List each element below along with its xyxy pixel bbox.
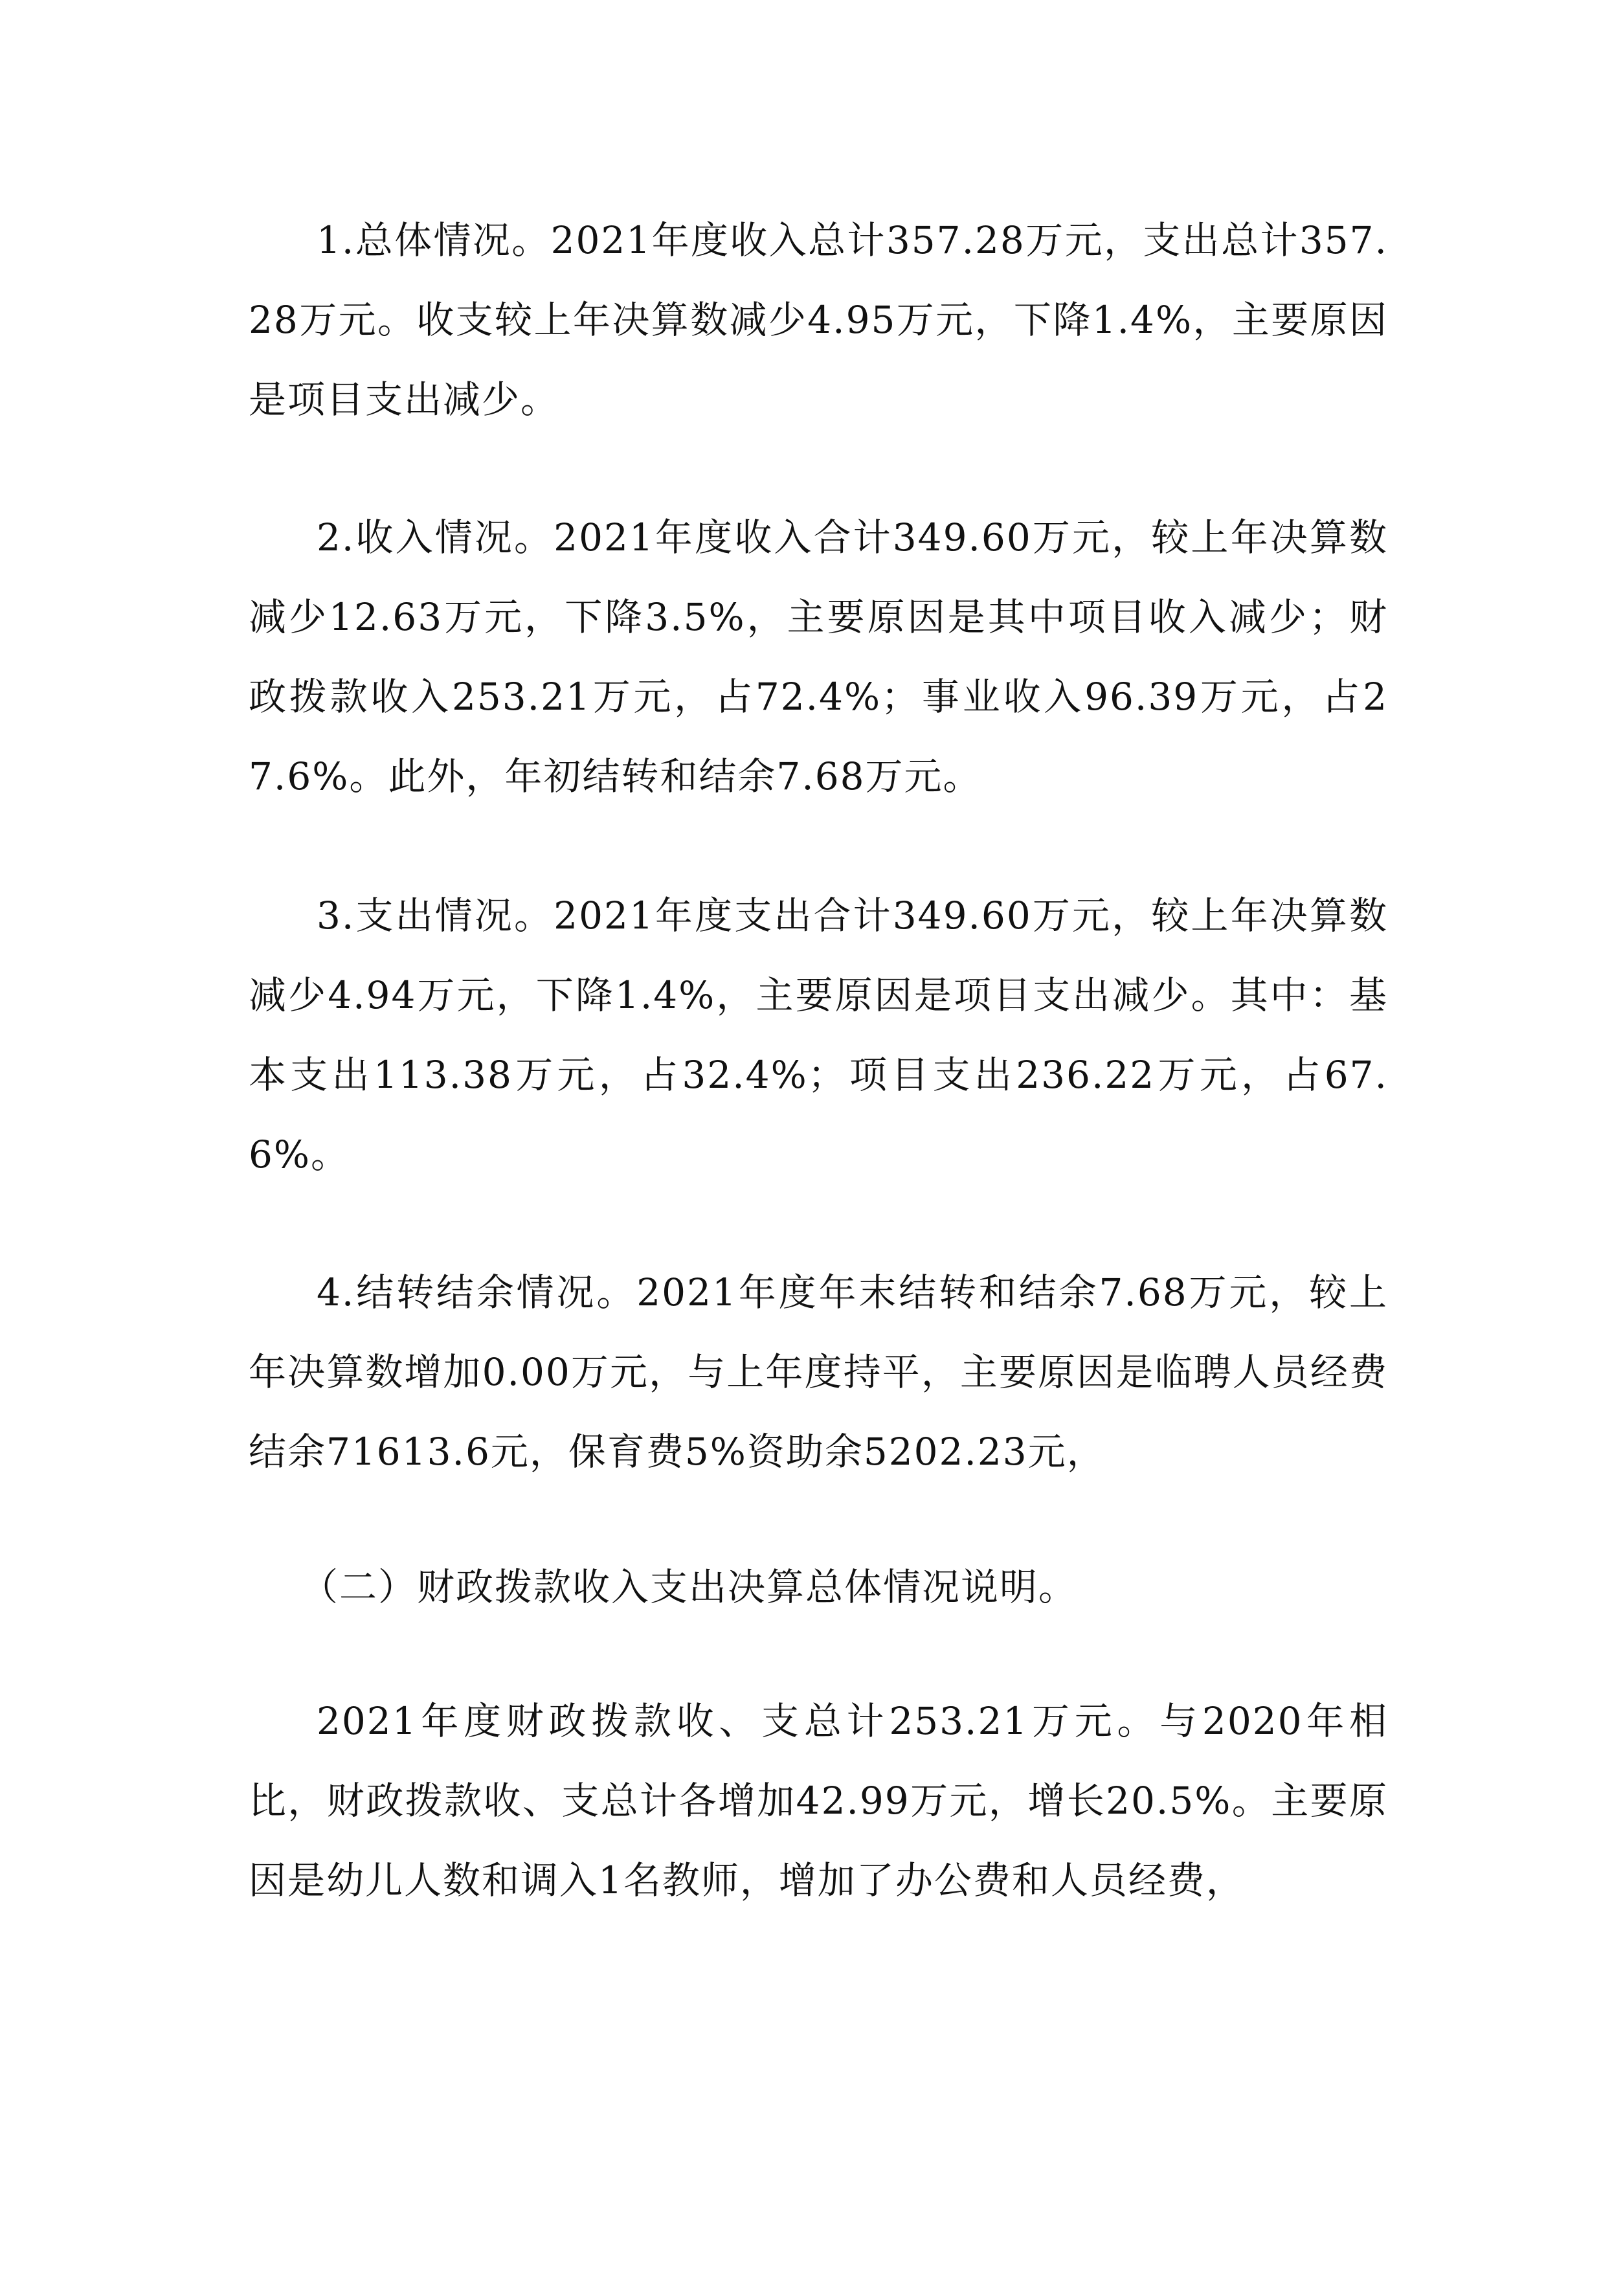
paragraph-income: 2.收入情况。2021年度收入合计349.60万元，较上年决算数减少12.63万元，下降3.5%，主要原因是其中项目收入减少；财政拨款收入253.21万元，占72.4%；事业收入96.39万元，占27.6%。此外，年初结转和结余7.68万元。 — [249, 515, 1388, 798]
paragraph-fiscal-appropriation: 2021年度财政拨款收、支总计253.21万元。与2020年相比，财政拨款收、支总计各增加42.99万元，增长20.5%。主要原因是幼儿人数和调入1名教师，增加了办公费和人员经费， — [249, 1699, 1388, 1902]
paragraph-expenditure: 3.支出情况。2021年度支出合计349.60万元，较上年决算数减少4.94万元，下降1.4%，主要原因是项目支出减少。其中：基本支出113.38万元，占32.4%；项目支出236.22万元，占67.6%。 — [249, 894, 1388, 1176]
paragraph-overall: 1.总体情况。2021年度收入总计357.28万元，支出总计357.28万元。收支较上年决算数减少4.95万元，下降1.4%，主要原因是项目支出减少。 — [249, 218, 1388, 422]
document-body — [249, 201, 1388, 1920]
paragraph-carryover: 4.结转结余情况。2021年度年末结转和结余7.68万元，较上年决算数增加0.00万元，与上年度持平，主要原因是临聘人员经费结余71613.6元，保育费5%资助余5202.23元， — [249, 1270, 1388, 1474]
section-heading-fiscal-appropriation: （二）财政拨款收入支出决算总体情况说明。 — [300, 1565, 1078, 1609]
